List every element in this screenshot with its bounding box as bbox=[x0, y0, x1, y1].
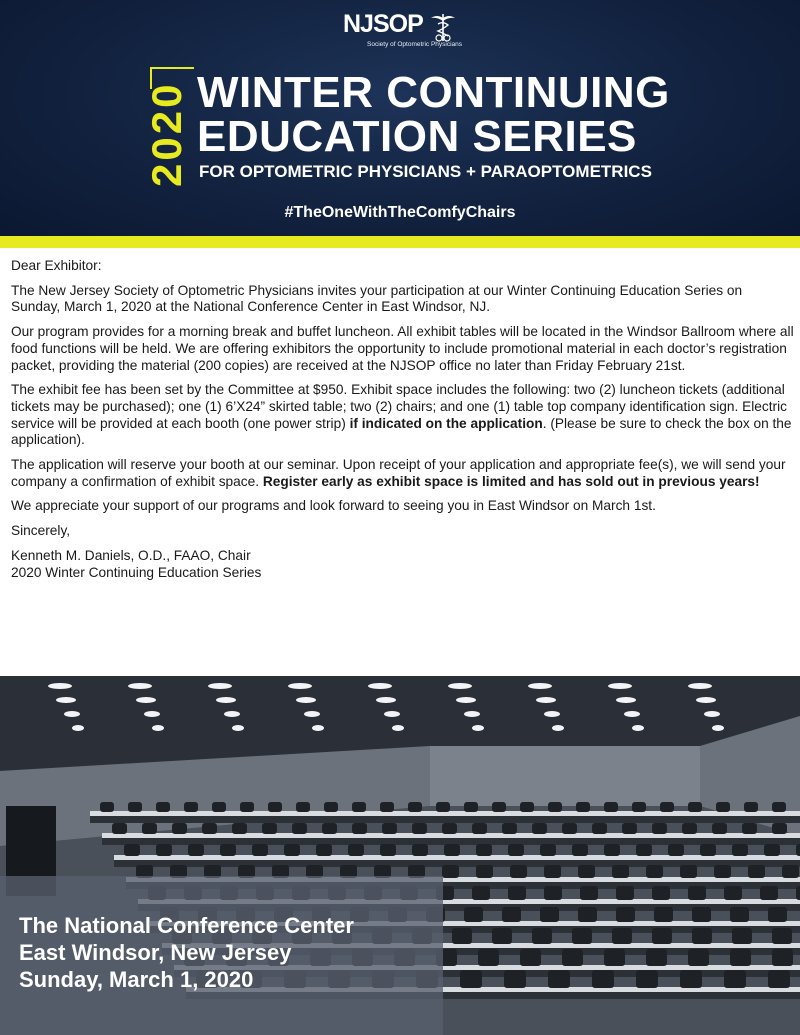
caption-location: East Windsor, New Jersey bbox=[19, 940, 292, 965]
ceiling-light bbox=[704, 711, 720, 717]
ceiling-light bbox=[144, 711, 160, 717]
chair bbox=[548, 802, 562, 812]
chair bbox=[772, 823, 787, 834]
signature-block bbox=[11, 548, 795, 581]
chair bbox=[688, 886, 706, 900]
chair bbox=[732, 928, 752, 944]
ceiling-light bbox=[536, 697, 556, 703]
chair bbox=[412, 844, 428, 856]
ceiling-light bbox=[136, 697, 156, 703]
ceiling-light bbox=[528, 683, 552, 689]
chair bbox=[782, 865, 799, 878]
ceiling-light bbox=[616, 697, 636, 703]
chair bbox=[692, 907, 711, 922]
chair bbox=[604, 949, 625, 966]
chair bbox=[688, 802, 702, 812]
chair bbox=[768, 907, 787, 922]
ceiling-light bbox=[632, 725, 644, 731]
ceiling-light bbox=[304, 711, 320, 717]
chair bbox=[296, 802, 310, 812]
chair bbox=[576, 802, 590, 812]
title-line-2: EDUCATION SERIES bbox=[197, 112, 637, 161]
chair bbox=[612, 865, 629, 878]
chair bbox=[548, 970, 570, 988]
chair bbox=[476, 844, 492, 856]
fee-text: The exhibit fee has been set by the Committee at $950. Exhibit space includes the following: two (2) luncheon tickets (additional tickets may be purchased); one (1) 6’X24” skirted table; two (2) chairs; and one (1) table top company identification sign. Electric service will be provided at each booth (one power strip) bbox=[11, 382, 788, 431]
ceiling-light bbox=[384, 711, 400, 717]
paragraph-application bbox=[11, 457, 795, 490]
signer-title: 2020 Winter Continuing Education Series bbox=[11, 564, 262, 580]
chair bbox=[442, 823, 457, 834]
chair bbox=[380, 844, 396, 856]
chair bbox=[772, 928, 792, 944]
paragraph-appreciation: We appreciate your support of our programs and look forward to seeing you in East Windsor on March 1st. bbox=[11, 498, 656, 514]
ceiling-light bbox=[696, 697, 716, 703]
chair bbox=[232, 823, 247, 834]
ceiling-light bbox=[296, 697, 316, 703]
title-line-3: FOR OPTOMETRIC PHYSICIANS + PARAOPTOMETRICS bbox=[199, 162, 652, 181]
chair bbox=[578, 865, 595, 878]
chair bbox=[540, 907, 559, 922]
chair bbox=[772, 949, 793, 966]
chair bbox=[240, 802, 254, 812]
chair bbox=[520, 802, 534, 812]
logo-wordmark: NJSOP bbox=[343, 10, 423, 38]
fee-end: . (Please be sure to check the box on the application). bbox=[11, 415, 792, 448]
ceiling-light bbox=[712, 725, 724, 731]
chair bbox=[668, 844, 684, 856]
ceiling-light bbox=[448, 683, 472, 689]
ceiling-light bbox=[312, 725, 324, 731]
chair bbox=[464, 802, 478, 812]
chair bbox=[562, 949, 583, 966]
chair bbox=[540, 844, 556, 856]
njsop-logo bbox=[343, 8, 463, 52]
bracket-top-decoration bbox=[150, 67, 194, 69]
chair bbox=[712, 823, 727, 834]
chair bbox=[680, 970, 702, 988]
chair bbox=[742, 823, 757, 834]
chair bbox=[622, 823, 637, 834]
ceiling-light bbox=[72, 725, 84, 731]
chair bbox=[172, 823, 187, 834]
chair bbox=[436, 802, 450, 812]
ceiling-light bbox=[552, 725, 564, 731]
ceiling-light bbox=[608, 683, 632, 689]
ceiling-light bbox=[224, 711, 240, 717]
ceiling-light bbox=[472, 725, 484, 731]
chair bbox=[188, 844, 204, 856]
chair bbox=[124, 844, 140, 856]
chair bbox=[732, 844, 748, 856]
chair bbox=[324, 802, 338, 812]
chair bbox=[724, 970, 746, 988]
chair bbox=[112, 823, 127, 834]
photo-caption bbox=[19, 912, 354, 993]
chair bbox=[652, 823, 667, 834]
chair bbox=[646, 949, 667, 966]
chair bbox=[284, 844, 300, 856]
ceiling-light bbox=[288, 683, 312, 689]
paragraph-invitation: The New Jersey Society of Optometric Physicians invites your participation at our Winter Continuing Education Series on Sunday, March 1, 2020 at the National Conference Center in East Windsor, NJ. bbox=[11, 282, 743, 315]
application-text: The application will reserve your booth at our seminar. Upon receipt of your application and appropriate fee(s), we will send your company a confirmation of exhibit space. bbox=[11, 457, 786, 489]
chair bbox=[472, 823, 487, 834]
chair bbox=[592, 823, 607, 834]
chair bbox=[660, 802, 674, 812]
ceiling-light bbox=[688, 683, 712, 689]
chair bbox=[508, 886, 526, 900]
chair bbox=[464, 907, 483, 922]
chair bbox=[744, 802, 758, 812]
chair bbox=[692, 928, 712, 944]
chair bbox=[156, 844, 172, 856]
chair bbox=[100, 802, 114, 812]
chair bbox=[604, 802, 618, 812]
ceiling-light bbox=[216, 697, 236, 703]
ceiling-light bbox=[56, 697, 76, 703]
chair bbox=[544, 865, 561, 878]
chair bbox=[612, 928, 632, 944]
ceiling-light bbox=[368, 683, 392, 689]
chair bbox=[442, 865, 459, 878]
chair bbox=[562, 823, 577, 834]
ceiling-light bbox=[152, 725, 164, 731]
letter-body bbox=[11, 258, 795, 589]
chair bbox=[478, 949, 499, 966]
chair bbox=[252, 844, 268, 856]
signer-name: Kenneth M. Daniels, O.D., FAAO, Chair bbox=[11, 547, 251, 563]
chair bbox=[412, 823, 427, 834]
chair bbox=[714, 865, 731, 878]
chair bbox=[322, 823, 337, 834]
chair bbox=[184, 802, 198, 812]
chair bbox=[532, 928, 552, 944]
paragraph-fee bbox=[11, 382, 795, 449]
chair bbox=[654, 907, 673, 922]
ceiling-light bbox=[392, 725, 404, 731]
table-skirt bbox=[102, 838, 800, 845]
chair bbox=[616, 907, 635, 922]
chair bbox=[520, 949, 541, 966]
chair bbox=[760, 886, 778, 900]
chair bbox=[688, 949, 709, 966]
chair bbox=[796, 844, 800, 856]
chair bbox=[444, 844, 460, 856]
ceiling-light bbox=[624, 711, 640, 717]
chair bbox=[532, 823, 547, 834]
chair bbox=[268, 802, 282, 812]
chair bbox=[796, 886, 800, 900]
closing: Sincerely, bbox=[11, 523, 71, 539]
chair bbox=[646, 865, 663, 878]
ceiling-light bbox=[128, 683, 152, 689]
chair bbox=[730, 949, 751, 966]
chair bbox=[636, 844, 652, 856]
chair bbox=[352, 802, 366, 812]
chair bbox=[472, 886, 490, 900]
ceiling-light bbox=[208, 683, 232, 689]
chair bbox=[202, 823, 217, 834]
chair bbox=[382, 823, 397, 834]
paragraph-program: Our program provides for a morning break and buffet luncheon. All exhibit tables will be located in the Windsor Ballroom where all food functions will be held. We are offering exhibitors the opportunity to include promotional material in each doctor’s registration packet, providing the material (200 copies) are received at the NJSOP office no later than Friday February 21st. bbox=[11, 324, 794, 373]
chair bbox=[476, 865, 493, 878]
chair bbox=[652, 928, 672, 944]
chair bbox=[262, 823, 277, 834]
chair bbox=[348, 844, 364, 856]
ceiling-light bbox=[544, 711, 560, 717]
chair bbox=[380, 802, 394, 812]
chair bbox=[578, 907, 597, 922]
register-early-note: Register early as exhibit space is limited and has sold out in previous years! bbox=[262, 473, 760, 489]
chair bbox=[128, 802, 142, 812]
chair bbox=[508, 844, 524, 856]
logo-subtitle: Society of Optometric Physicians bbox=[367, 41, 463, 48]
chair bbox=[768, 970, 790, 988]
chair bbox=[636, 970, 658, 988]
chair bbox=[502, 823, 517, 834]
chair bbox=[724, 886, 742, 900]
ceiling-light bbox=[376, 697, 396, 703]
chair bbox=[460, 970, 482, 988]
title-line-1: WINTER CONTINUING bbox=[197, 68, 670, 117]
caption-venue: The National Conference Center bbox=[19, 913, 354, 938]
chair bbox=[680, 865, 697, 878]
chair bbox=[292, 823, 307, 834]
chair bbox=[592, 970, 614, 988]
chair bbox=[510, 865, 527, 878]
salutation: Dear Exhibitor: bbox=[11, 258, 102, 273]
hashtag: #TheOneWithTheComfyChairs bbox=[284, 204, 516, 221]
header-banner bbox=[0, 0, 800, 236]
chair bbox=[316, 844, 332, 856]
chair bbox=[352, 823, 367, 834]
ceiling-light bbox=[64, 711, 80, 717]
chair bbox=[156, 802, 170, 812]
chair bbox=[652, 886, 670, 900]
ceiling-light bbox=[464, 711, 480, 717]
caption-date: Sunday, March 1, 2020 bbox=[19, 967, 254, 992]
chair bbox=[504, 970, 526, 988]
fee-bold-note: if indicated on the application bbox=[349, 415, 543, 431]
chair bbox=[220, 844, 236, 856]
chair bbox=[682, 823, 697, 834]
caduceus-eye-icon bbox=[427, 11, 459, 43]
chair bbox=[748, 865, 765, 878]
chair bbox=[572, 928, 592, 944]
table-skirt bbox=[90, 816, 800, 823]
chair bbox=[700, 844, 716, 856]
chair bbox=[492, 802, 506, 812]
chair bbox=[772, 802, 786, 812]
year-vertical: 2020 bbox=[143, 81, 190, 187]
chair bbox=[730, 907, 749, 922]
chair bbox=[142, 823, 157, 834]
ceiling-light bbox=[48, 683, 72, 689]
ceiling-light bbox=[456, 697, 476, 703]
chair bbox=[632, 802, 646, 812]
chair bbox=[544, 886, 562, 900]
chair bbox=[212, 802, 226, 812]
chair bbox=[502, 907, 521, 922]
chair bbox=[492, 928, 512, 944]
chair bbox=[408, 802, 422, 812]
chair bbox=[580, 886, 598, 900]
chair bbox=[452, 928, 472, 944]
back-wall-center bbox=[430, 746, 700, 806]
chair bbox=[716, 802, 730, 812]
chair bbox=[572, 844, 588, 856]
chair bbox=[604, 844, 620, 856]
ceiling-light bbox=[232, 725, 244, 731]
chair bbox=[616, 886, 634, 900]
yellow-divider bbox=[0, 236, 800, 248]
chair bbox=[764, 844, 780, 856]
